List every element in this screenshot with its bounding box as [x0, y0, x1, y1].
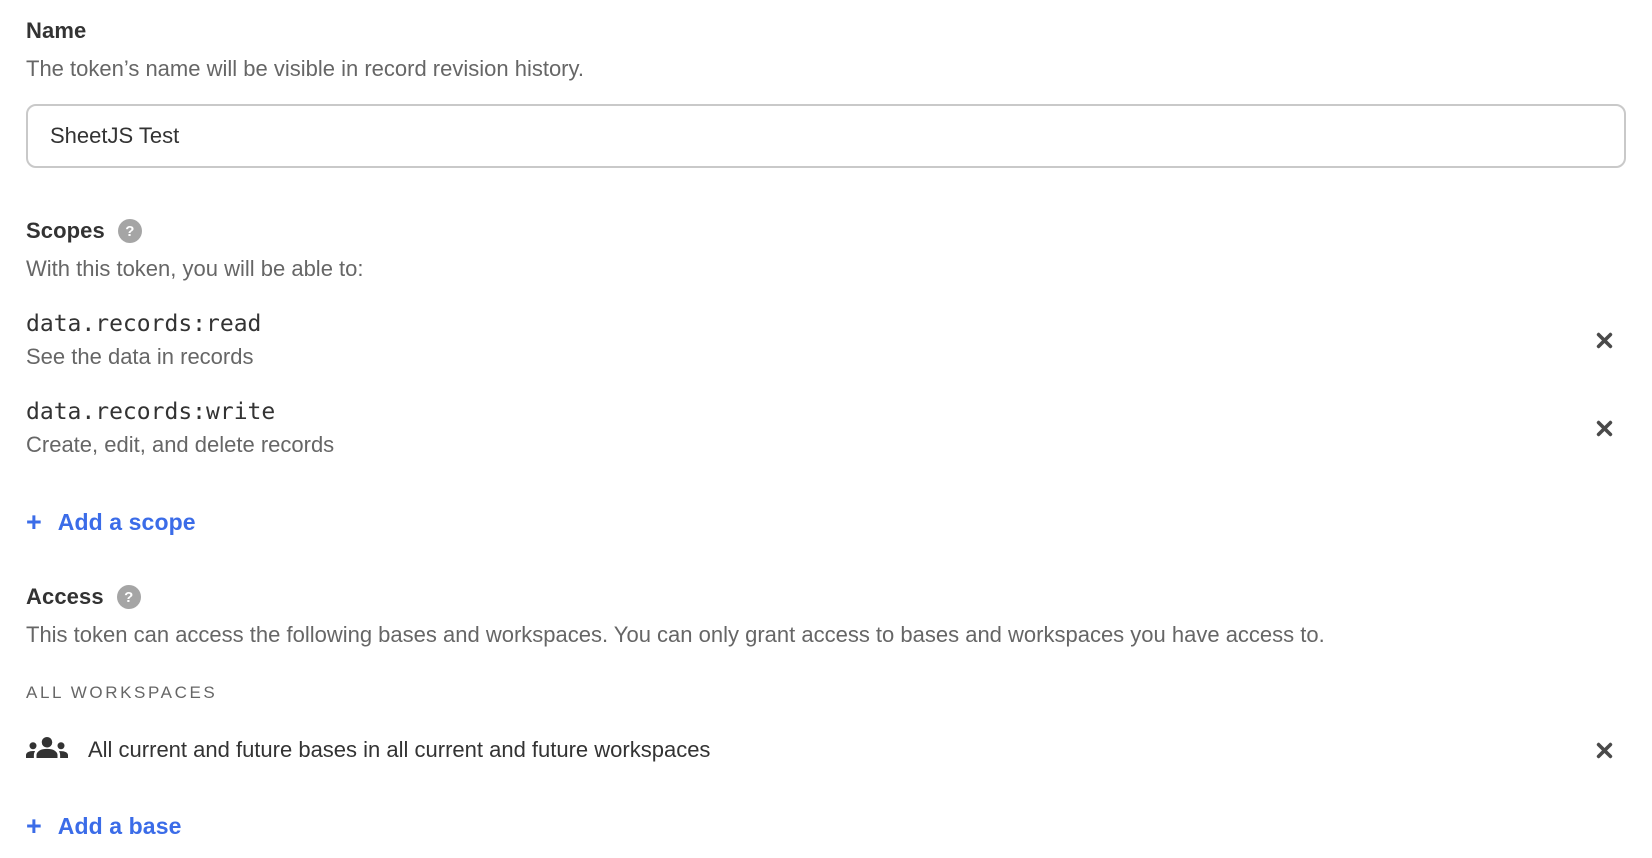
name-section — [26, 16, 1626, 168]
add-scope-label: Add a scope — [57, 509, 196, 535]
people-group-icon — [26, 735, 68, 765]
scope-description: Create, edit, and delete records — [26, 432, 335, 457]
access-entry-row — [26, 732, 1626, 768]
remove-scope-button[interactable] — [1590, 326, 1618, 354]
plus-icon: + — [26, 507, 42, 537]
access-help-icon[interactable] — [117, 585, 141, 609]
access-section — [26, 582, 1626, 842]
plus-icon: + — [26, 811, 42, 841]
scopes-help-icon[interactable] — [118, 219, 142, 243]
access-section-title: Access — [26, 584, 104, 609]
scopes-intro-text: With this token, you will be able to: — [26, 256, 364, 281]
remove-access-button[interactable] — [1590, 736, 1618, 764]
add-base-label: Add a base — [57, 813, 182, 839]
add-scope-button[interactable] — [26, 506, 196, 538]
name-section-title: Name — [26, 18, 87, 43]
workspace-group-label: ALL WORKSPACES — [26, 683, 218, 702]
scopes-heading-row — [26, 216, 1626, 246]
access-description: This token can access the following bases and workspaces. You can only grant access to bases and workspaces you have access to. — [26, 622, 1325, 647]
token-name-input[interactable] — [26, 104, 1626, 168]
close-icon — [1595, 419, 1614, 438]
scope-description: See the data in records — [26, 344, 254, 369]
question-mark-glyph: ? — [124, 588, 134, 606]
scope-id: data.records:read — [26, 311, 262, 337]
scopes-section — [26, 216, 1626, 538]
close-icon — [1595, 331, 1614, 350]
scope-row-data-records-read — [26, 308, 1626, 372]
close-icon — [1595, 741, 1614, 760]
scope-row-data-records-write — [26, 396, 1626, 460]
question-mark-glyph: ? — [125, 222, 135, 240]
scope-id: data.records:write — [26, 399, 276, 425]
access-heading-row — [26, 582, 1626, 612]
access-entry-label: All current and future bases in all current and future workspaces — [88, 737, 711, 762]
add-base-button[interactable] — [26, 810, 182, 842]
name-section-description: The token’s name will be visible in record revision history. — [26, 56, 584, 81]
remove-scope-button[interactable] — [1590, 414, 1618, 442]
scopes-section-title: Scopes — [26, 218, 105, 243]
